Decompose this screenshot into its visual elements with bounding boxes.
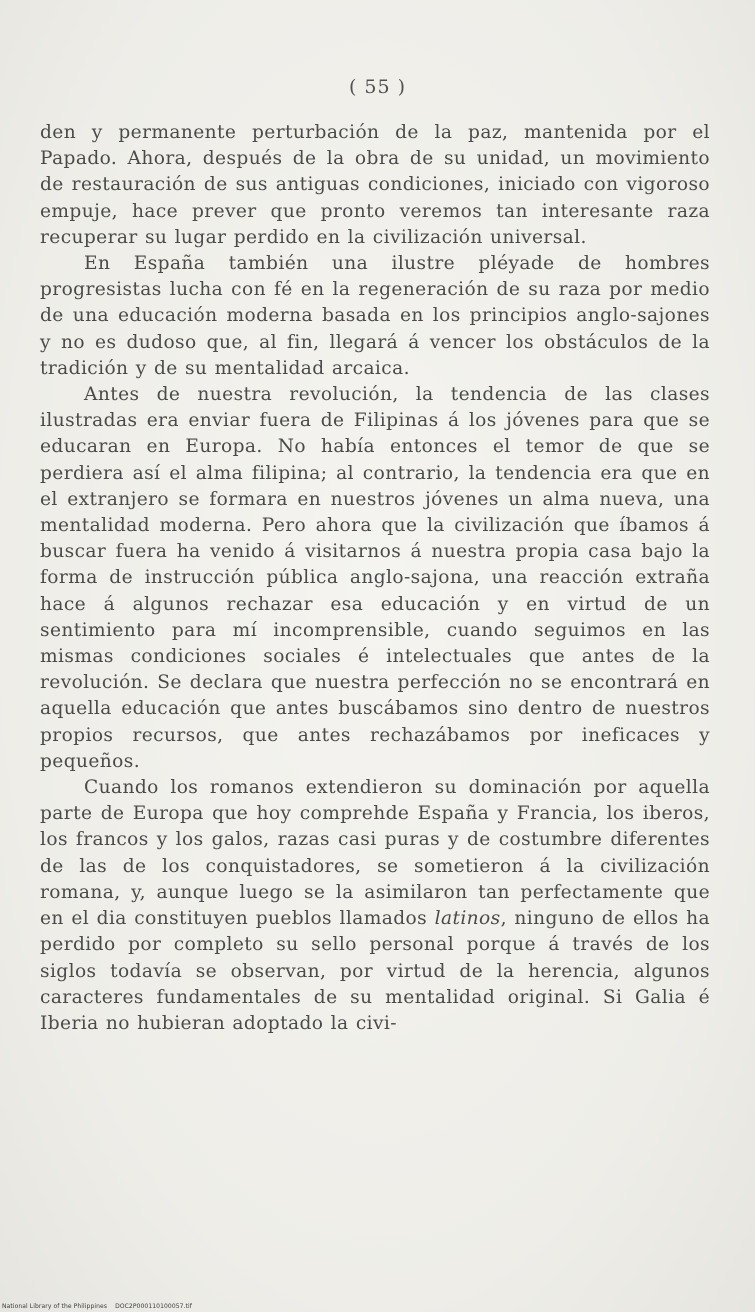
footer-library: National Library of the Philippines: [2, 1303, 108, 1310]
body-text: [40, 120, 710, 1037]
paragraph-1: den y permanente perturbación de la paz, mantenida por el Papado. Ahora, después de la obra de su unidad, un movimiento de restauración de sus antiguas condiciones, iniciado con vigoroso empuje, hace prever que pronto veremos tan interesante raza recuperar su lugar perdido en la civilización universal.: [40, 122, 710, 248]
paragraph-4-text-before: Cuando los romanos extendieron su dominación por aquella parte de Europa que hoy comprehde España y Francia, los iberos, los francos y los galos, razas casi puras y de costumbre diferentes de las de los conquistadores, se sometieron á la civilización romana, y, aunque luego se la asimilaron tan perfectamente que en el dia constituyen pueblos llamados: [40, 777, 710, 930]
scan-footer: [2, 1303, 192, 1310]
paragraph-2: En España también una ilustre pléyade de hombres progresistas lucha con fé en la regeneración de su raza por medio de una educación moderna basada en los principios anglo-sajones y no es dudoso que, al fin, llegará á vencer los obstáculos de la tradición y de su mentalidad arcaica.: [40, 253, 710, 379]
page-number: ( 55 ): [348, 76, 407, 98]
paragraph-4: [40, 775, 710, 1037]
paragraph-4-text-after: , ninguno de ellos ha perdido por completo su sello personal porque á través de los siglos todavía se observan, por virtud de la herencia, algunos caracteres fundamentales de su mentalidad original. Si Galia é Iberia no hubieran adoptado la civi-: [40, 908, 711, 1034]
paragraph-4-italic-term: latinos: [434, 908, 501, 930]
paragraph-3: Antes de nuestra revolución, la tendencia de las clases ilustradas era enviar fuera de Filipinas á los jóvenes para que se educaran en Europa. No había entonces el temor de que se perdiera así el alma filipina; al contrario, la tendencia era que en el extranjero se formara en nuestros jóvenes un alma nueva, una mentalidad moderna. Pero ahora que la civilización que íbamos á buscar fuera ha venido á visitarnos á nuestra propia casa bajo la forma de instrucción pública anglo-sajona, una reacción extraña hace á algunos rechazar esa educación y en virtud de un sentimiento para mí incomprensible, cuando seguimos en las mismas condiciones sociales é intelectuales que antes de la revolución. Se declara que nuestra perfección no se encontrará en aquella educación que antes buscábamos sino dentro de nuestros propios recursos, que antes rechazábamos por ineficaces y pequeños.: [40, 384, 710, 772]
footer-file-code: DOC2P000110100057.tif: [115, 1303, 193, 1310]
